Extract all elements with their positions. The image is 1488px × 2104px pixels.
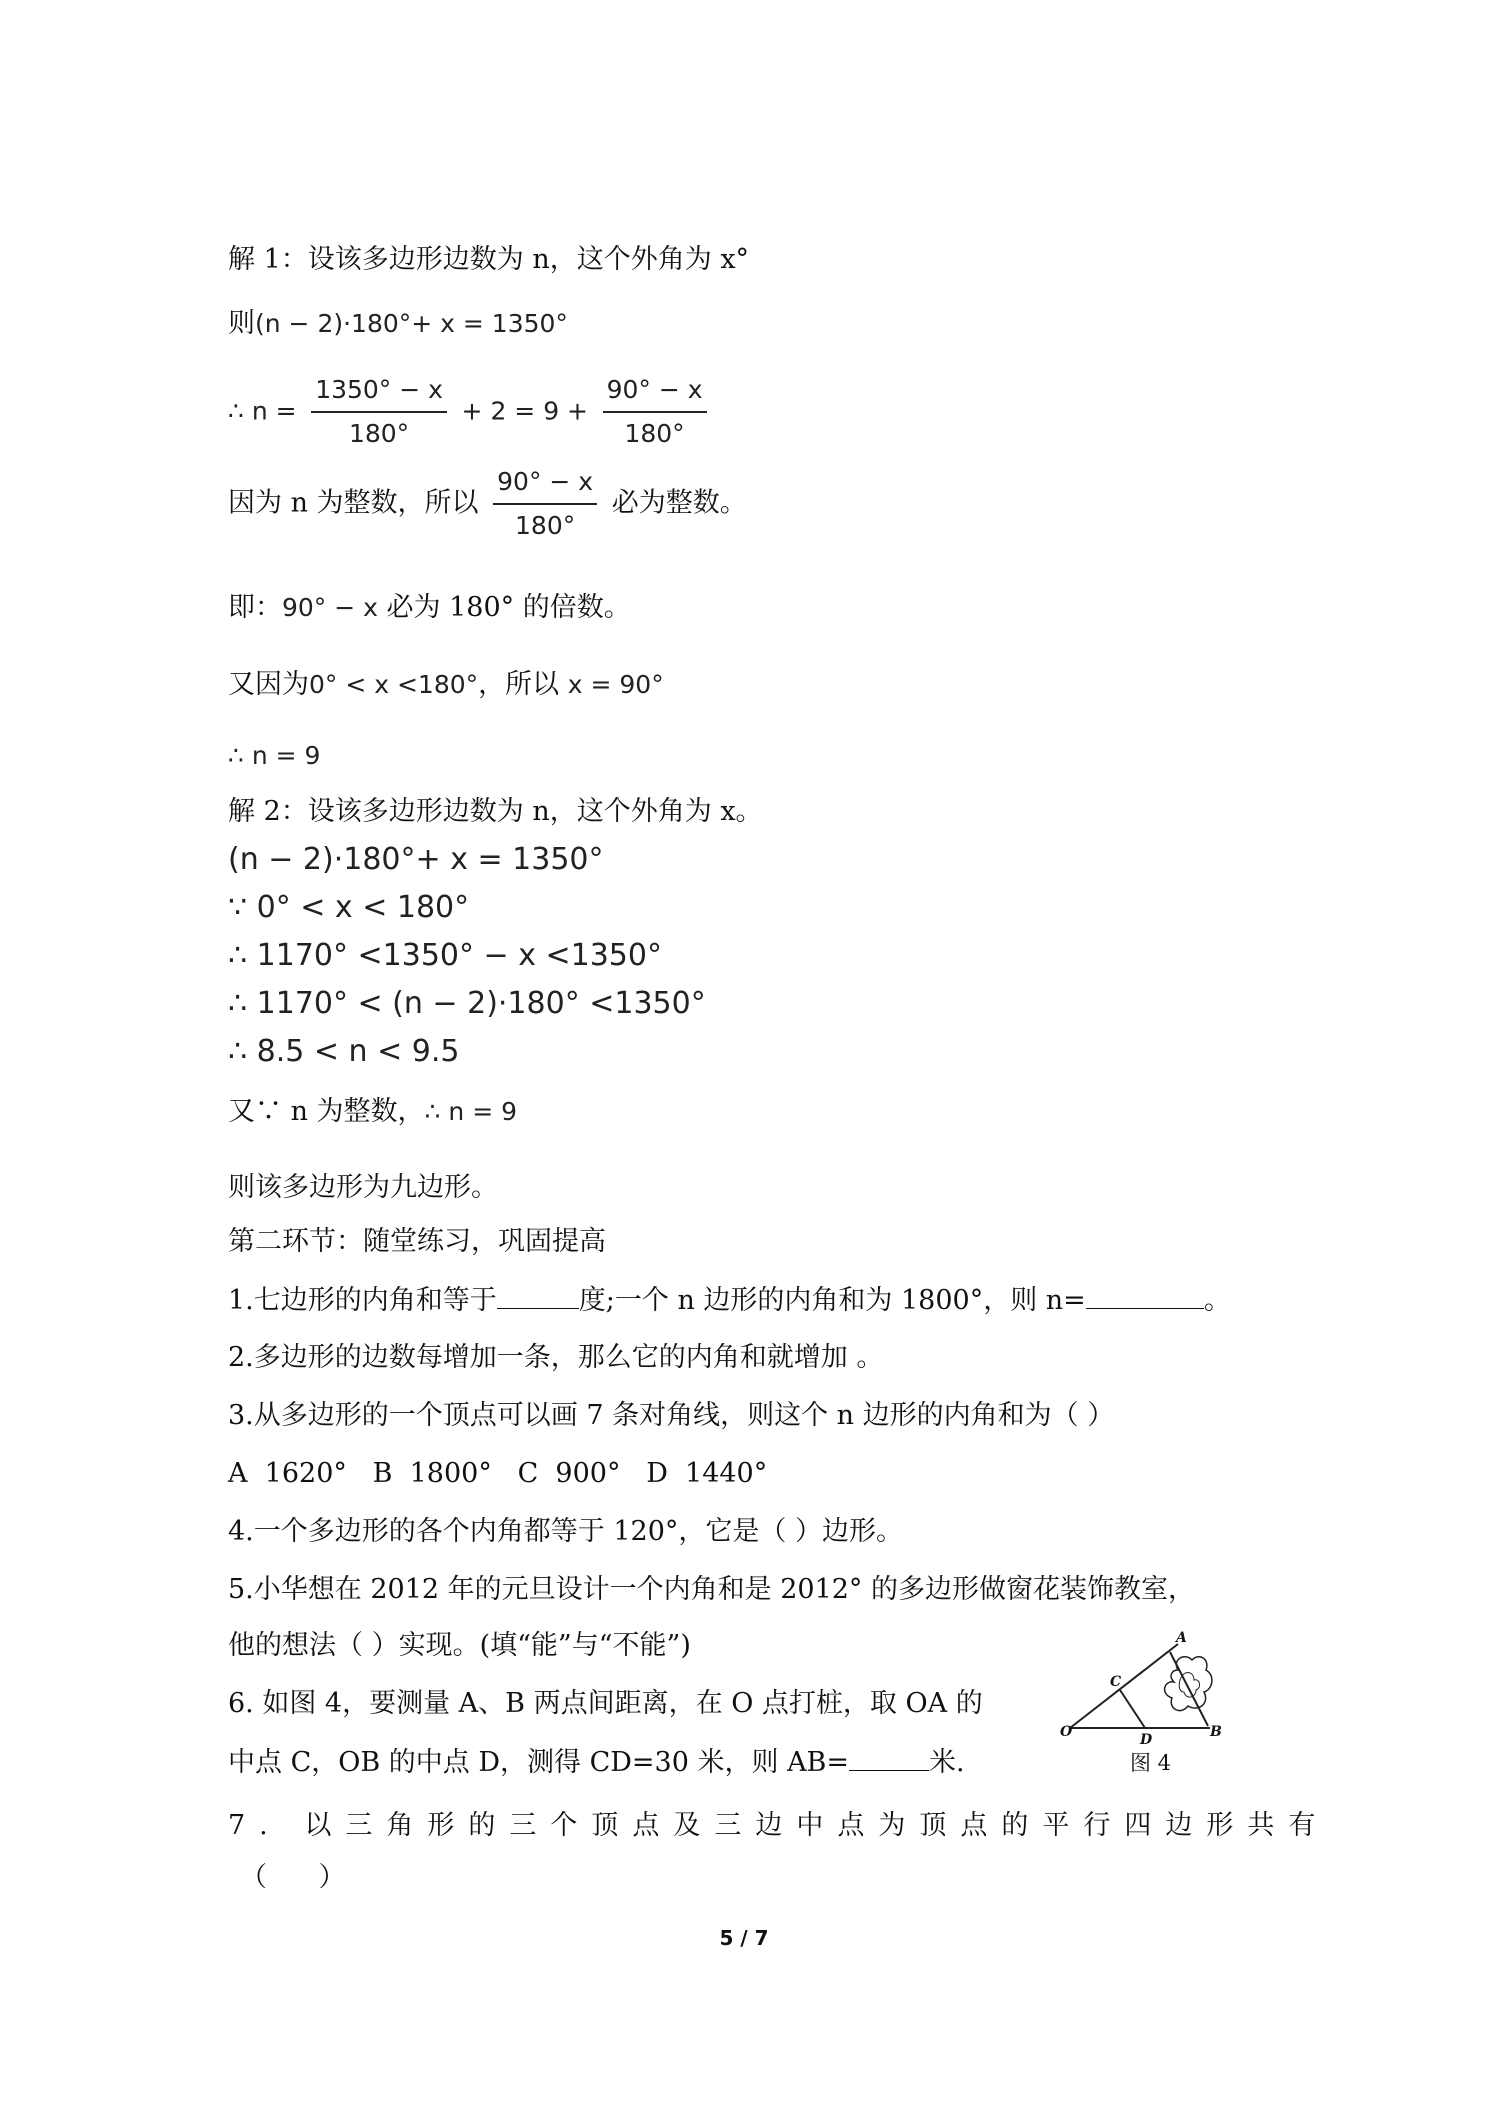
label-c: C: [1110, 1674, 1122, 1690]
conclusion-text: 则该多边形为九边形。: [228, 1172, 498, 1203]
question-text: 度;一个 n 边形的内角和为 1800°，则 n=: [578, 1285, 1086, 1316]
answer-blank: [497, 1282, 579, 1309]
text-middle: ，所以: [478, 669, 560, 700]
text-prefix: 因为 n 为整数，所以: [228, 487, 479, 519]
text-line: [228, 464, 747, 544]
label-o: O: [1060, 1724, 1073, 1740]
text-line: [228, 1094, 517, 1130]
fraction-numerator: 90° − x: [493, 464, 597, 505]
math-expression: + 2 = 9 +: [461, 396, 588, 426]
answer-blank: [1086, 1282, 1204, 1309]
math-expression: 0° < x <180°: [309, 670, 479, 699]
math-expression: ∴ n =: [228, 396, 297, 426]
fraction: [311, 372, 447, 452]
obstacle-inner: [1179, 1673, 1199, 1698]
fraction-denominator: 180°: [624, 419, 685, 448]
figure-4-diagram: [1060, 1630, 1240, 1750]
obstacle-blob: [1165, 1657, 1212, 1711]
label-b: B: [1210, 1724, 1222, 1740]
fraction: [603, 372, 707, 452]
solution1-heading: 解 1：设该多边形边数为 n，这个外角为 x°: [228, 244, 750, 275]
math-expression: ∴ n = 9: [424, 1097, 518, 1126]
question-3-options: A 1620° B 1800° C 900° D 1440°: [228, 1458, 768, 1489]
equation-line: ∴ 1170° <1350° − x <1350°: [228, 938, 662, 973]
question-4: 4.一个多边形的各个内角都等于 120°，它是（ ）边形。: [228, 1516, 903, 1547]
label-a: A: [1176, 1630, 1187, 1646]
figure-caption: 图 4: [1130, 1751, 1172, 1775]
solution2-heading: 解 2：设该多边形边数为 n，这个外角为 x。: [228, 796, 763, 827]
equation-line: (n − 2)·180°+ x = 1350°: [228, 842, 604, 877]
text-line: [228, 590, 631, 626]
question-7-line2: （ ）: [240, 1862, 346, 1893]
answer-blank: [849, 1744, 929, 1771]
text-prefix: 又因为: [228, 669, 309, 700]
question-6-line2: [228, 1744, 965, 1781]
segment-cd: [1120, 1690, 1145, 1728]
math-expression: (n − 2)·180°+ x = 1350°: [255, 309, 568, 338]
question-2: 2.多边形的边数每增加一条，那么它的内角和就增加 。: [228, 1342, 884, 1373]
text-line: [228, 667, 664, 703]
math-expression: 90° − x: [282, 593, 378, 622]
section-title: 第二环节：随堂练习，巩固提高: [228, 1226, 606, 1257]
question-1: [228, 1282, 1231, 1319]
text-suffix: 必为整数。: [611, 487, 747, 519]
question-6-line1: 6. 如图 4，要测量 A、B 两点间距离，在 O 点打桩，取 OA 的: [228, 1688, 983, 1719]
question-text: 中点 C，OB 的中点 D，测得 CD=30 米，则 AB=: [228, 1747, 850, 1778]
fraction-denominator: 180°: [515, 511, 576, 540]
question-5-line2: 他的想法（ ）实现。(填“能”与“不能”): [228, 1630, 691, 1661]
fraction: [493, 464, 597, 544]
text-prefix: 则: [228, 308, 255, 339]
question-3: 3.从多边形的一个顶点可以画 7 条对角线，则这个 n 边形的内角和为（ ）: [228, 1400, 1115, 1431]
math-expression: x = 90°: [567, 670, 664, 699]
fraction-numerator: 90° − x: [603, 372, 707, 413]
equation-line: ∴ n = 9: [228, 741, 321, 770]
label-d: D: [1140, 1732, 1153, 1748]
equation-line: [228, 306, 568, 342]
segment-ab: [1170, 1652, 1208, 1726]
equation-line: ∵ 0° < x < 180°: [228, 890, 470, 925]
question-7-line1: 7. 以三角形的三个顶点及三边中点为顶点的平行四边形共有: [228, 1810, 1330, 1841]
text-prefix: 又∵ n 为整数，: [228, 1096, 425, 1127]
fraction-numerator: 1350° − x: [311, 372, 447, 413]
line-oa: [1070, 1644, 1178, 1728]
equation-line: ∴ 1170° < (n − 2)·180° <1350°: [228, 986, 706, 1021]
equation-line: ∴ 8.5 < n < 9.5: [228, 1034, 460, 1069]
text-prefix: 即：: [228, 592, 282, 623]
text-suffix: 必为 180° 的倍数。: [386, 592, 631, 623]
question-text: 1.七边形的内角和等于: [228, 1285, 497, 1316]
question-5-line1: 5.小华想在 2012 年的元旦设计一个内角和是 2012° 的多边形做窗花装饰教室，: [228, 1574, 1196, 1605]
equation-line: [228, 372, 713, 452]
question-text: 。: [1203, 1285, 1231, 1316]
page-number: 5 / 7: [719, 1926, 769, 1950]
fraction-denominator: 180°: [348, 419, 410, 448]
question-text: 米.: [929, 1747, 965, 1778]
